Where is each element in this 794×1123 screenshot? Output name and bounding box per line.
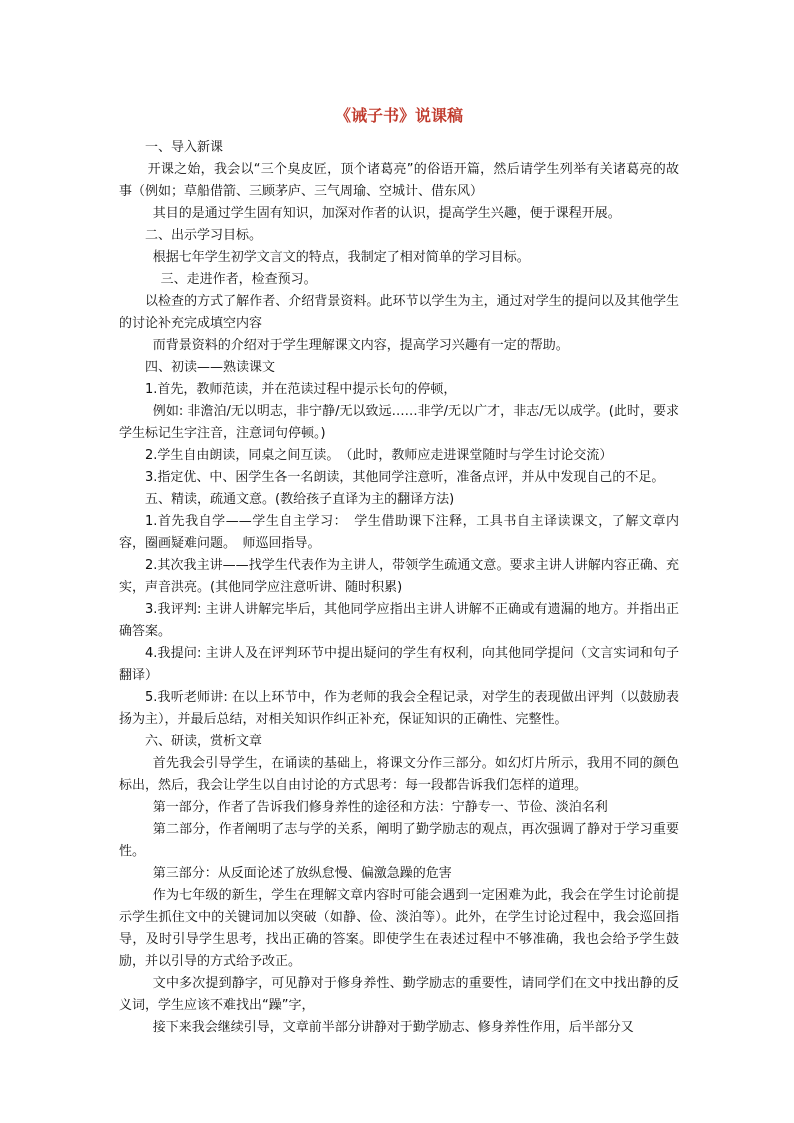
list-item: 2.学生自由朗读，同桌之间互读。 （此时，教师应走进课堂随时与学生讨论交流）	[145, 448, 613, 463]
paragraph: 第三部分：从反面论述了放纵怠慢、偏激急躁的危害	[152, 866, 452, 881]
paragraph: 接下来我会继续引导，文章前半部分讲静对于勤学励志、修身养性作用，后半部分又	[152, 1020, 634, 1035]
section-heading-1: 一、导入新课	[145, 140, 224, 155]
section-heading-4: 四、初读——熟读课文	[145, 360, 276, 375]
section-heading-2: 二、出示学习目标。	[145, 228, 263, 243]
paragraph: 其目的是通过学生固有知识，加深对作者的认识，提高学生兴趣，便于课程开展。	[152, 206, 621, 221]
paragraph: 作为七年级的新生，学生在理解文章内容时可能会遇到一定困难为此，我会在学生讨论前提示学生抓住文中的关键词加以突破（如静、俭、淡泊等）。此外，在学生讨论过程中，我会巡回指导，及时引导学生思考，找出正确的答案。即使学生在表述过程中不够准确，我也会给予学生鼓励，并以引导的方式给予改正。	[119, 888, 679, 969]
document-body	[119, 137, 679, 1039]
paragraph: 文中多次提到静字，可见静对于修身养性、勤学励志的重要性，请同学们在文中找出静的反义词，学生应该不难找出“躁”字，	[119, 976, 679, 1013]
list-item: 1.首先，教师范读，并在范读过程中提示长句的停顿，	[145, 382, 457, 397]
section-heading-5: 五、精读，疏通文意。(教给孩子直译为主的翻译方法)	[145, 492, 455, 507]
list-item: 1.首先我自学——学生自主学习： 学生借助课下注释，工具书自主译读课文，了解文章内容，圈画疑难问题。 师巡回指导。	[119, 514, 679, 551]
document-page	[119, 0, 679, 1123]
list-item: 3.我评判: 主讲人讲解完毕后，其他同学应指出主讲人讲解不正确或有遗漏的地方。并指出正确答案。	[119, 602, 679, 639]
paragraph: 第二部分，作者阐明了志与学的关系，阐明了勤学励志的观点，再次强调了静对于学习重要性。	[119, 822, 679, 859]
section-heading-6: 六、研读，赏析文章	[145, 734, 263, 749]
paragraph: 首先我会引导学生，在诵读的基础上，将课文分作三部分。如幻灯片所示，我用不同的颜色标出，然后，我会让学生以自由讨论的方式思考：每一段都告诉我们怎样的道理。	[119, 756, 679, 793]
paragraph: 而背景资料的介绍对于学生理解课文内容，提高学习兴趣有一定的帮助。	[152, 338, 569, 353]
list-item: 4.我提问: 主讲人及在评判环节中提出疑问的学生有权利，向其他同学提问（文言实词和句子翻译）	[119, 646, 679, 683]
paragraph: 开课之始，我会以“三个臭皮匠，顶个诸葛亮”的俗语开篇，然后请学生列举有关诸葛亮的故事（例如；草船借箭、三顾茅庐、三气周瑜、空城计、借东风）	[119, 162, 679, 199]
list-item: 2.其次我主讲——找学生代表作为主讲人，带领学生疏通文意。要求主讲人讲解内容正确、充实，声音洪亮。(其他同学应注意听讲、随时积累)	[119, 558, 679, 595]
paragraph: 第一部分，作者了告诉我们修身养性的途径和方法：宁静专一、节俭、淡泊名利	[152, 800, 608, 815]
paragraph: 例如: 非澹泊/无以明志，非宁静/无以致远……非学/无以广才，非志/无以成学。(此时，要求学生标记生字注音，注意词句停顿。)	[119, 404, 679, 441]
list-item: 3.指定优、中、困学生各一名朗读，其他同学注意听，准备点评，并从中发现自己的不足。	[145, 470, 665, 485]
paragraph: 根据七年学生初学文言文的特点，我制定了相对简单的学习目标。	[152, 250, 530, 265]
paragraph: 以检查的方式了解作者、介绍背景资料。此环节以学生为主，通过对学生的提问以及其他学生的讨论补充完成填空内容	[119, 294, 679, 331]
page-title: 《诫子书》说课稿	[334, 106, 463, 125]
section-heading-3: 三、走进作者，检查预习。	[160, 272, 317, 287]
list-item: 5.我听老师讲: 在以上环节中，作为老师的我会全程记录，对学生的表现做出评判（以鼓励表扬为主），并最后总结，对相关知识作纠正补充，保证知识的正确性、完整性。	[119, 690, 679, 727]
